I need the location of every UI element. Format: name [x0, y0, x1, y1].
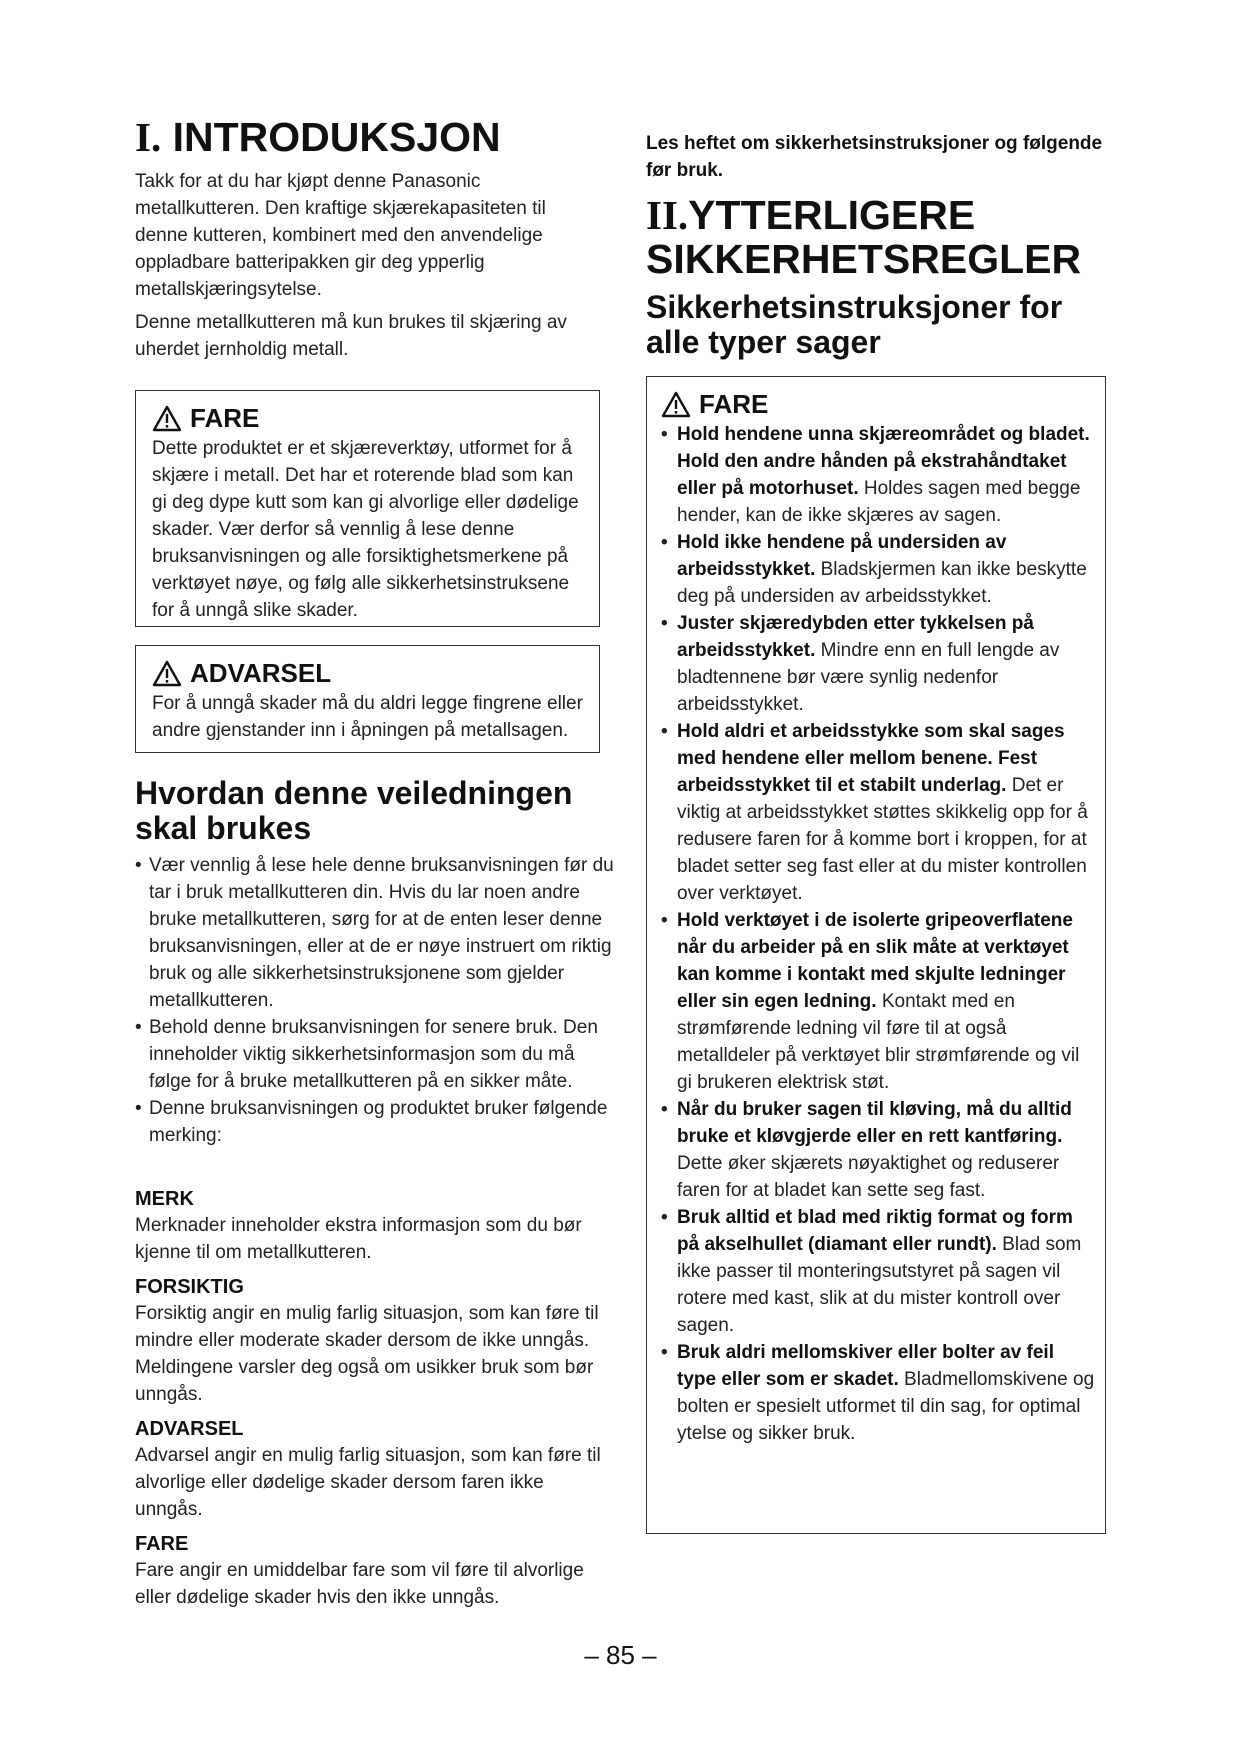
list-item-bold: Bruk alltid et blad med riktig format og form på akselhullet (diamant eller rundt). [677, 1207, 1073, 1255]
advarsel-box-label: ADVARSEL [190, 658, 332, 688]
list-item-text: Blad som ikke passer til monteringsutstyret på sagen vil rotere med kast, slik at du mister kontroll over sagen. [677, 1234, 1082, 1336]
list-item-bold: Hold hendene unna skjæreområdet og bladet. Hold den andre hånden på ekstrahåndtaket eller på motorhuset. [677, 424, 1090, 499]
saw-safety-subheading: Sikkerhetsinstruksjoner for alle typer sager [646, 289, 1063, 360]
intro-heading [135, 114, 501, 160]
advarsel-text: Advarsel angir en mulig farlig situasjon, som kan føre til alvorlige eller dødelige skader dersom faren ikke unngås. [135, 1445, 601, 1520]
list-item: • Vær vennlig å lese hele denne bruksanvisningen før du tar i bruk metallkutteren din. Hvis du lar noen andre bruke metallkutteren, sørg for at de enten leser denne bruksanvisningen, eller at de er nøye instruert om riktig bruk og alle sikkerhetsinstruksjonene som gjelder metallkutteren. [135, 852, 615, 1014]
fare-label: FARE [135, 1533, 189, 1555]
list-item-text: Bladskjermen kan ikke beskytte deg på undersiden av arbeidsstykket. [677, 559, 1087, 607]
list-item-text: Holdes sagen med begge hender, kan de ikke skjæres av sagen. [677, 478, 1081, 526]
warning-triangle-icon [152, 405, 182, 432]
list-item: • Denne bruksanvisningen og produktet bruker følgende merking: [135, 1095, 615, 1149]
saw-fare-box-label: FARE [699, 389, 769, 419]
list-item-bold: Når du bruker sagen til kløving, må du alltid bruke et kløvgjerde eller en rett kantføring. [677, 1099, 1072, 1147]
advarsel-label: ADVARSEL [135, 1418, 244, 1440]
list-item [661, 1096, 1097, 1204]
list-item-text: Mindre enn en full lengde av bladtennene bør være synlig nedenfor arbeidsstykket. [677, 640, 1060, 715]
fare-box-text: Dette produktet er et skjæreverktøy, utformet for å skjære i metall. Det har et roterende blad som kan gi deg dype kutt som kan gi alvorlige eller dødelige skader. Vær derfor så vennlig å lese denne bruksanvisningen og alle forsiktighetsmerkene på verktøyet nøye, og følg alle sikkerhetsinstruksene for å unngå slike skader. [152, 438, 579, 621]
page-number: – 85 – [584, 1640, 657, 1670]
list-item-bold: Hold verktøyet i de isolerte gripeoverflatene når du arbeider på en slik måte at verktøyet kan komme i kontakt med skjulte ledninger eller sin egen ledning. [677, 910, 1073, 1012]
intro-title: INTRODUKSJON [172, 114, 501, 160]
advarsel-box-title [152, 658, 587, 688]
list-item [661, 1204, 1097, 1339]
list-item [661, 718, 1097, 907]
warning-triangle-icon [661, 391, 691, 418]
list-item-bold: Bruk aldri mellomskiver eller bolter av feil type eller som er skadet. [677, 1342, 1054, 1390]
section-2-title-line1: YTTERLIGERE [688, 192, 976, 238]
howto-heading: Hvordan denne veiledningen skal brukes [135, 775, 573, 846]
list-item [661, 907, 1097, 1096]
list-item-bold: Hold aldri et arbeidsstykke som skal sages med hendene eller mellom benene. Fest arbeidsstykket til et stabilt underlag. [677, 721, 1065, 796]
list-item-bold: Juster skjæredybden etter tykkelsen på arbeidsstykket. [677, 613, 1034, 661]
merk-label: MERK [135, 1188, 194, 1210]
list-item-text: Det er viktig at arbeidsstykket støttes skikkelig opp for å redusere faren for å komme bort i kroppen, for at bladet setter seg fast eller at du mister kontrollen over verktøyet. [677, 775, 1088, 904]
saw-fare-box [646, 376, 1106, 1534]
list-item [661, 1339, 1097, 1447]
warning-triangle-icon [152, 660, 182, 687]
howto-bullet-list [135, 852, 615, 1149]
section-2-heading [646, 192, 975, 238]
list-item-text: Dette øker skjærets nøyaktighet og reduserer faren for at bladet kan sette seg fast. [677, 1153, 1060, 1201]
fare-warning-box [135, 390, 600, 627]
read-first-note: Les heftet om sikkerhetsinstruksjoner og følgende før bruk. [646, 133, 1103, 181]
fare-text: Fare angir en umiddelbar fare som vil føre til alvorlige eller dødelige skader hvis den ikke unngås. [135, 1560, 584, 1608]
fare-box-title [152, 403, 587, 433]
section-2-title-line2: SIKKERHETSREGLER [646, 236, 1082, 282]
list-item: • Behold denne bruksanvisningen for senere bruk. Den inneholder viktig sikkerhetsinformasjon som du må følge for å bruke metallkutteren på en sikker måte. [135, 1014, 615, 1095]
intro-paragraph-2: Denne metallkutteren må kun brukes til skjæring av uherdet jernholdig metall. [135, 312, 567, 360]
intro-roman: I. [135, 114, 162, 160]
forsiktig-label: FORSIKTIG [135, 1276, 244, 1298]
list-item [661, 610, 1097, 718]
advarsel-warning-box [135, 645, 600, 753]
list-item-bold: Hold ikke hendene på undersiden av arbeidsstykket. [677, 532, 1007, 580]
list-item-text: Bladmellomskivene og bolten er spesielt utformet til din sag, for optimal ytelse og sikker bruk. [677, 1369, 1095, 1444]
section-2-roman: II. [646, 192, 689, 238]
merk-text: Merknader inneholder ekstra informasjon som du bør kjenne til om metallkutteren. [135, 1215, 582, 1263]
intro-paragraph-1: Takk for at du har kjøpt denne Panasonic metallkutteren. Den kraftige skjærekapasiteten til denne kutteren, kombinert med den anvendelige oppladbare batteripakken gir deg ypperlig metallskjæringsytelse. [135, 171, 546, 300]
list-item-text: Kontakt med en strømførende ledning vil føre til at også metalldeler på verktøyet blir strømførende og vil gi brukeren elektrisk støt. [677, 991, 1080, 1093]
list-item [661, 421, 1097, 529]
fare-box-label: FARE [190, 403, 260, 433]
advarsel-box-text: For å unngå skader må du aldri legge fingrene eller andre gjenstander inn i åpningen på metallsagen. [152, 693, 583, 741]
saw-safety-list [661, 421, 1097, 1447]
forsiktig-text: Forsiktig angir en mulig farlig situasjon, som kan føre til mindre eller moderate skader dersom de ikke unngås. Meldingene varsler deg også om usikker bruk som bør unngås. [135, 1303, 599, 1405]
list-item [661, 529, 1097, 610]
saw-fare-box-title [661, 389, 1097, 419]
